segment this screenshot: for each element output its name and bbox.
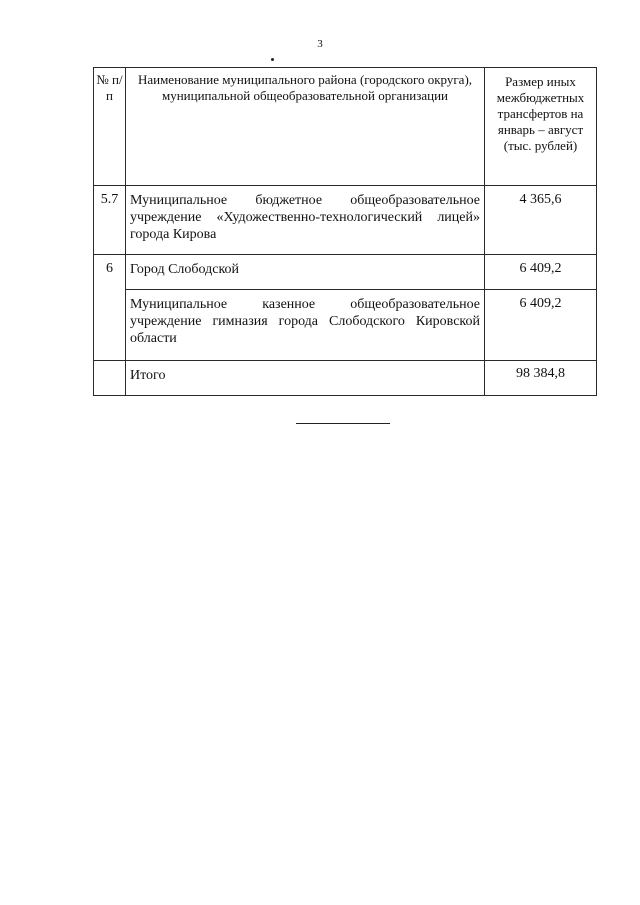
header-amount: Размер иных межбюджетных трансфертов на январь – август (тыс. рублей) <box>485 68 597 186</box>
transfers-table <box>93 67 597 396</box>
row-amount: 6 409,2 <box>485 255 597 290</box>
table-row <box>94 290 597 361</box>
table-row <box>94 255 597 290</box>
page-dot <box>271 58 274 61</box>
total-num <box>94 361 126 396</box>
row-amount: 4 365,6 <box>485 186 597 255</box>
total-amount: 98 384,8 <box>485 361 597 396</box>
total-label: Итого <box>126 361 485 396</box>
row-name: Муниципальное бюджетное общеобразовательное учреждение «Художественно-технологический лицей» города Кирова <box>126 186 485 255</box>
table-header-row <box>94 68 597 186</box>
row-name: Муниципальное казенное общеобразовательное учреждение гимназия города Слободского Кировской области <box>126 290 485 361</box>
page-number: 3 <box>317 38 323 50</box>
header-name: Наименование муниципального района (городского округа), муниципальной общеобразовательной организации <box>126 68 485 186</box>
header-num: № п/п <box>94 68 126 186</box>
table-total-row <box>94 361 597 396</box>
table-row <box>94 186 597 255</box>
row-name: Город Слободской <box>126 255 485 290</box>
closing-rule <box>296 423 390 424</box>
row-amount: 6 409,2 <box>485 290 597 361</box>
row-num: 6 <box>94 255 126 361</box>
row-num: 5.7 <box>94 186 126 255</box>
